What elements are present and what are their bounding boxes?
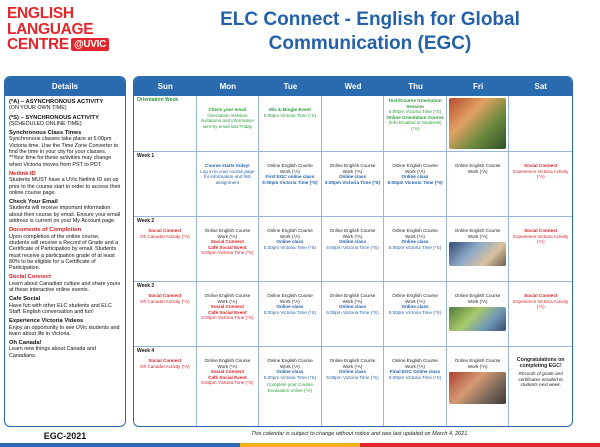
day-tue: Tue: [283, 82, 298, 91]
day-mon: Mon: [219, 82, 237, 91]
sidebar-section-class-times: Synchronous Class Times Synchronous classes take place at 5:00pm Victoria time. Use the Time Zone Converter to find the time in your city for your classes. **Your time for these activities may change when Victoria moves from PST to PDT.: [9, 130, 119, 168]
cell-week4-fri: Online English Course Work (*A): [447, 347, 510, 427]
cell-week1-tue: Online English Course Work (*A) First EGC online class 5:00pm Victoria Time (*S): [259, 152, 322, 217]
update-note: This calendar is subject to change without notice and was last updated on March 4, 2021.: [251, 431, 469, 437]
page-title: [150, 8, 590, 56]
details-sidebar: [4, 76, 126, 427]
sidebar-section-oh-canada: Oh Canada! Learn new things about Canada and Canadians.: [9, 340, 96, 359]
logo-line-1: ENGLISH: [7, 5, 74, 22]
cell-orientation-wed: [322, 96, 385, 152]
cell-week4-mon: Online English Course Work (*A) Social Connect Café Social Event 5:00pm Victoria Time (*S): [197, 347, 260, 427]
cell-week3-wed: Online English Course Work (*A) Online class 5:00pm Victoria Time (*S): [322, 282, 385, 347]
cell-week1-thu: Online English Course Work (*A) Online class 5:00pm Victoria Time (*S): [384, 152, 447, 217]
cell-week2-thu: Online English Course Work (*A) Online class 5:00pm Victoria Time (*S): [384, 217, 447, 282]
sidebar-section-social-connect: Social Connect Learn about Canadian culture and share yours at these interactive online events.: [9, 274, 121, 294]
title-line-2: Communication (EGC): [268, 33, 472, 54]
sidebar-section-email: Check Your Email Students will receive important information about their course by email. Ensure your email address is current on your My Account page.: [9, 199, 121, 225]
cell-week4-wed: Online English Course Work (*A) Online class 5:00pm Victoria Time (*S): [322, 347, 385, 427]
cell-week3-sat: Social Connect Experience Victoria Activity (*A): [509, 282, 572, 347]
calendar-grid: [134, 96, 572, 427]
cell-week2-wed: Online English Course Work (*A) Online class 5:00pm Victoria Time (*S): [322, 217, 385, 282]
cell-week3-sun: Week 3 Social Connect Oh Canada! Activity (*A): [134, 282, 197, 347]
cell-week4-thu: Online English Course Work (*A) Final EGC Online class 5:00pm Victoria Time (*S): [384, 347, 447, 427]
day-thu: Thu: [408, 82, 423, 91]
cell-week3-fri: Online English Course Work (*A): [447, 282, 510, 347]
cell-orientation-tue: Mix & Mingle Event 5:00pm Victoria Time (*S): [259, 96, 322, 152]
sidebar-section-experience-victoria: Experience Victoria Videos Enjoy an opportunity to see UVic students and learn about life in Victoria.: [9, 318, 120, 337]
logo-line-3: CENTRE @UVIC: [7, 37, 117, 53]
cell-week2-mon: Online English Course Work (*A) Social Connect Café Social Event 5:00pm Victoria Time (*S): [197, 217, 260, 282]
logo-badge: @UVIC: [71, 38, 109, 51]
cell-orientation-mon: Check your email Orientation Session invitations and information sent by email last Friday: [197, 96, 260, 152]
sidebar-section-async: (*A) – ASYNCHRONOUS ACTIVITY (ON YOUR OWN TIME): [9, 99, 104, 112]
group-photo: [449, 372, 507, 404]
sidebar-section-documents: Documents of Completion Upon completion of the online course, students will receive a Record of Grade and a Certificate of Participation by email. Students must receive a participation grade of at least 80% to be eligible for a Certificate of Participation.: [9, 227, 119, 272]
victoria-photo: [449, 242, 507, 266]
sidebar-section-sync: (*S) – SYNCHRONOUS ACTIVITY (SCHEDULED ONLINE TIME): [9, 114, 99, 127]
day-sat: Sat: [534, 82, 547, 91]
cell-orientation-sat: [509, 96, 572, 152]
cell-week4-sat: Congratulations on completing EGC! Records of grade and certificates emailed to students next week.: [509, 347, 572, 427]
title-line-1: ELC Connect - English for Global: [220, 9, 520, 30]
cell-week3-thu: Online English Course Work (*A) Online class 5:00pm Victoria Time (*S): [384, 282, 447, 347]
cell-orientation-thu: Tech/Course Orientation Session 5:00pm Victoria Time (*S) Online Orientation Course (Info Emailed to Students) (*A): [384, 96, 447, 152]
cell-week4-tue: Online English Course Work (*A) Online class 5:00pm Victoria Time (*S) Complete your Course Evaluation online (*A): [259, 347, 322, 427]
course-code: EGC-2021: [43, 431, 87, 441]
cell-week1-fri: Online English Course Work (*A): [447, 152, 510, 217]
brand-color-bar: [0, 443, 600, 447]
cell-week2-fri: Online English Course Work (*A): [447, 217, 510, 282]
cell-week1-sat: Social Connect Experience Victoria Activity (*A): [509, 152, 572, 217]
cell-orientation-fri: [447, 96, 510, 152]
cell-week2-sat: Social Connect Experience Victoria Activity (*A): [509, 217, 572, 282]
details-header: Details: [5, 77, 125, 96]
logo-line-2: LANGUAGE: [7, 20, 94, 38]
cell-week2-sun: Week 2 Social Connect Oh Canada! Activity (*A): [134, 217, 197, 282]
day-wed: Wed: [344, 82, 362, 91]
cell-week4-sun: Week 4 Social Connect Oh Canada! Activity (*A): [134, 347, 197, 427]
campus-photo: [449, 307, 507, 331]
egc-calendar: [133, 76, 573, 427]
cell-week3-mon: Online English Course Work (*A) Social Connect Café Social Event 5:00pm Victoria Time (*S): [197, 282, 260, 347]
cell-week2-tue: Online English Course Work (*A) Online class 5:00pm Victoria Time (*S): [259, 217, 322, 282]
day-sun: Sun: [157, 82, 173, 91]
cell-week3-tue: Online English Course Work (*A) Online class 5:00pm Victoria Time (*S): [259, 282, 322, 347]
weekday-header: [134, 77, 572, 96]
students-photo: [449, 98, 507, 149]
elc-logo: [7, 6, 117, 53]
sidebar-section-netlink: Netlink ID Students MUST have a UVic Netlink ID set up prior to the course start in order to access their online course page.: [9, 170, 121, 196]
cell-orientation-sun: Orientation Week: [134, 96, 197, 152]
cell-week1-mon: Course starts today! Log in to your course page for information and first assignment: [197, 152, 260, 217]
cell-week1-wed: Online English Course Work (*A) Online class 5:00pm Victoria Time (*S): [322, 152, 385, 217]
cell-week1-sun: Week 1: [134, 152, 197, 217]
day-fri: Fri: [473, 82, 484, 91]
sidebar-section-cafe-social: Cafe Social Have fun with other ELC students and ELC Staff. English conversation and fun!: [9, 296, 112, 315]
